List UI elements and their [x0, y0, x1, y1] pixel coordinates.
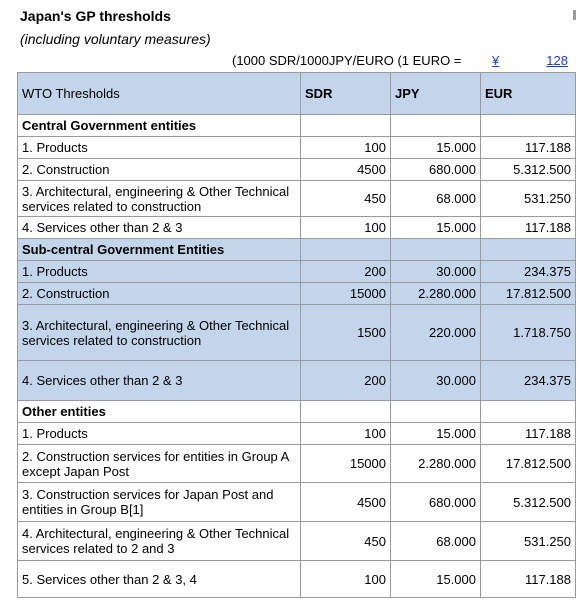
sdr-value: 100 [301, 217, 391, 239]
eur-value: 531.250 [481, 522, 576, 561]
eur-value: 117.188 [481, 423, 576, 445]
section-row-subcentral [18, 239, 576, 261]
table-row [18, 217, 576, 239]
jpy-value: 2.280.000 [391, 283, 481, 305]
wto-thresholds-header: WTO Thresholds [18, 73, 301, 115]
jpy-value: 680.000 [391, 159, 481, 181]
sdr-value: 15000 [301, 283, 391, 305]
currency-note [232, 53, 568, 68]
section-title: Central Government entities [18, 115, 301, 137]
eur-value: 117.188 [481, 217, 576, 239]
eur-value: 117.188 [481, 137, 576, 159]
yen-symbol-link[interactable]: ¥ [492, 53, 500, 68]
eur-value: 17.812.500 [481, 283, 576, 305]
eur-value: 5.312.500 [481, 159, 576, 181]
eur-value: 117.188 [481, 561, 576, 598]
col-header-sdr: SDR [301, 73, 391, 115]
eur-value: 234.375 [481, 261, 576, 283]
sdr-value: 100 [301, 561, 391, 598]
exchange-rate-link[interactable]: 128 [546, 53, 568, 68]
eur-value: 234.375 [481, 361, 576, 401]
row-label: 4. Architectural, engineering & Other Technical services related to 2 and 3 [18, 522, 301, 561]
row-label: 2. Construction services for entities in Group A except Japan Post [18, 445, 301, 483]
table-row [18, 283, 576, 305]
sdr-value: 4500 [301, 159, 391, 181]
row-label: 1. Products [18, 423, 301, 445]
row-label: 3. Architectural, engineering & Other Technical services related to construction [18, 305, 301, 361]
eur-value: 1.718.750 [481, 305, 576, 361]
thresholds-table [17, 72, 576, 598]
section-row-central [18, 115, 576, 137]
column-edge-marker [573, 10, 576, 20]
eur-value: 531.250 [481, 181, 576, 217]
row-label: 3. Construction services for Japan Post and entities in Group B[1] [18, 483, 301, 522]
jpy-value: 30.000 [391, 261, 481, 283]
page-title: Japan's GP thresholds [20, 8, 171, 24]
sdr-value: 100 [301, 137, 391, 159]
table-row [18, 483, 576, 522]
row-label: 4. Services other than 2 & 3 [18, 361, 301, 401]
row-label: 1. Products [18, 137, 301, 159]
row-label: 5. Services other than 2 & 3, 4 [18, 561, 301, 598]
row-label: 2. Construction [18, 159, 301, 181]
eur-value: 17.812.500 [481, 445, 576, 483]
section-title: Sub-central Government Entities [18, 239, 301, 261]
row-label: 3. Architectural, engineering & Other Technical services related to construction [18, 181, 301, 217]
row-label: 2. Construction [18, 283, 301, 305]
table-row [18, 305, 576, 361]
section-title: Other entities [18, 401, 301, 423]
jpy-value: 68.000 [391, 522, 481, 561]
table-row [18, 137, 576, 159]
table-row [18, 181, 576, 217]
jpy-value: 68.000 [391, 181, 481, 217]
sdr-value: 450 [301, 181, 391, 217]
jpy-value: 680.000 [391, 483, 481, 522]
currency-note-prefix: (1000 SDR/1000JPY/EURO (1 EURO = [232, 53, 462, 68]
table-row [18, 361, 576, 401]
col-header-eur: EUR [481, 73, 576, 115]
jpy-value: 15.000 [391, 217, 481, 239]
table-row [18, 159, 576, 181]
page-subtitle: (including voluntary measures) [20, 31, 211, 47]
table-row [18, 445, 576, 483]
jpy-value: 30.000 [391, 361, 481, 401]
sdr-value: 4500 [301, 483, 391, 522]
sdr-value: 1500 [301, 305, 391, 361]
table-row [18, 423, 576, 445]
sdr-value: 15000 [301, 445, 391, 483]
row-label: 4. Services other than 2 & 3 [18, 217, 301, 239]
sdr-value: 100 [301, 423, 391, 445]
table-header-row [18, 73, 576, 115]
section-row-other [18, 401, 576, 423]
jpy-value: 15.000 [391, 137, 481, 159]
sdr-value: 200 [301, 361, 391, 401]
jpy-value: 220.000 [391, 305, 481, 361]
sdr-value: 200 [301, 261, 391, 283]
table-row [18, 561, 576, 598]
jpy-value: 15.000 [391, 423, 481, 445]
table-row [18, 522, 576, 561]
jpy-value: 2.280.000 [391, 445, 481, 483]
jpy-value: 15.000 [391, 561, 481, 598]
col-header-jpy: JPY [391, 73, 481, 115]
eur-value: 5.312.500 [481, 483, 576, 522]
row-label: 1. Products [18, 261, 301, 283]
table-row [18, 261, 576, 283]
sdr-value: 450 [301, 522, 391, 561]
